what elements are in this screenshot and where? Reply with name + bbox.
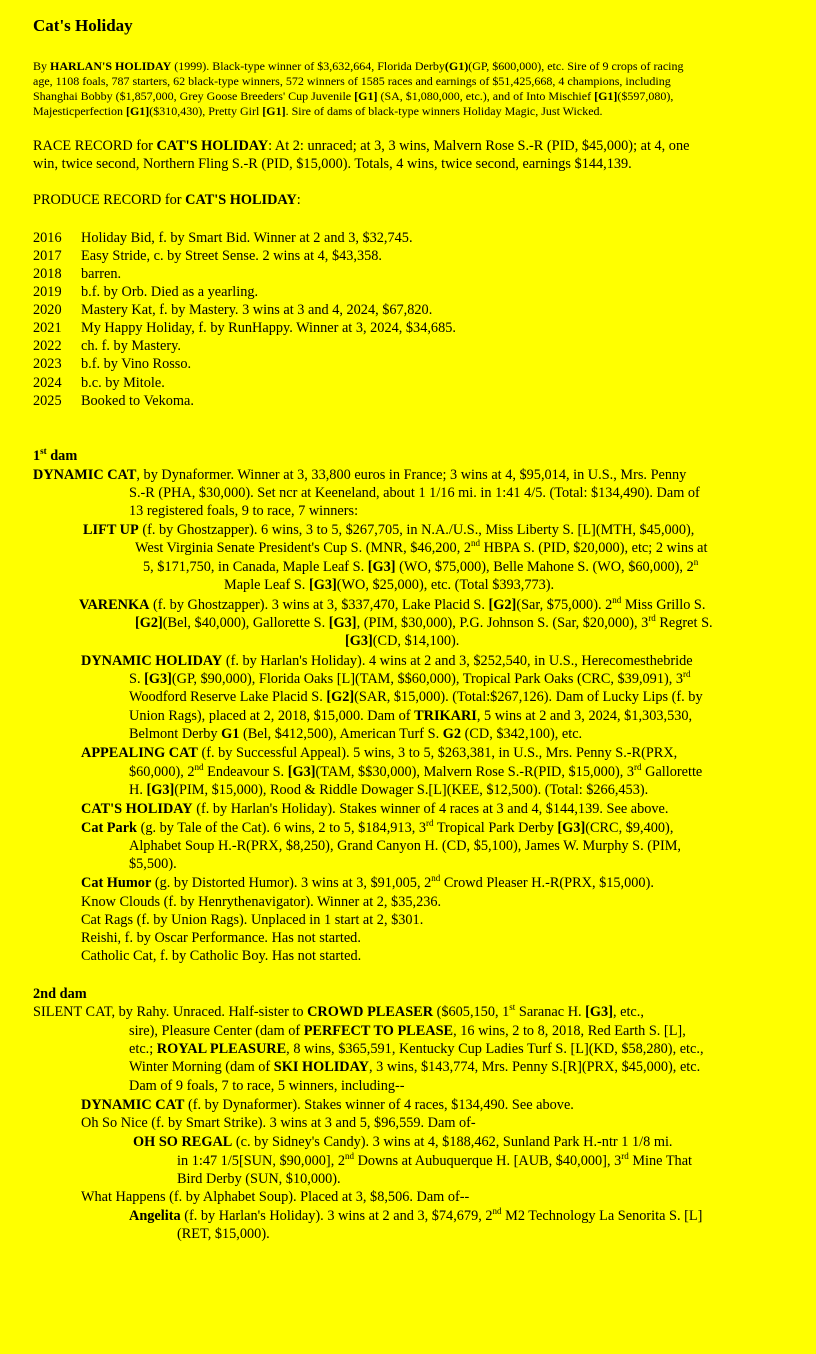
produce-year: 2020: [33, 302, 62, 318]
foal-line: in 1:47 1/5[SUN, $90,000], 2nd Downs at Aubuquerque H. [AUB, $40,000], 3rd Mine That: [177, 1151, 693, 1169]
foal-line: CAT'S HOLIDAY (f. by Harlan's Holiday). Stakes winner of 4 races at 3 and 4, $144,139. See above.: [81, 801, 669, 817]
produce-year: 2018: [33, 266, 62, 282]
foal-line: Oh So Nice (f. by Smart Strike). 3 wins at 3 and 5, $96,559. Dam of-: [81, 1115, 476, 1131]
foal-line: [G2](Bel, $40,000), Gallorette S. [G3], (PIM, $30,000), P.G. Johnson S. (Sar, $20,000), 3rd Regret S.: [135, 613, 713, 631]
foal-line: Alphabet Soup H.-R(PRX, $8,250), Grand Canyon H. (CD, $5,100), James W. Murphy S. (PIM,: [129, 838, 682, 854]
foal-line: 5, $171,750, in Canada, Maple Leaf S. [G3] (WO, $75,000), Belle Mahone S. (WO, $60,000), 2$^n$: [143, 557, 699, 575]
dam-line: DYNAMIC CAT, by Dynaformer. Winner at 3, 33,800 euros in France; 3 wins at 4, $95,014, in U.S., Mrs. Penny: [33, 467, 687, 483]
foal-line: Union Rags), placed at 2, 2018, $15,000. Dam of TRIKARI, 5 wins at 2 and 3, 2024, $1,303,530,: [129, 708, 693, 724]
second-dam-heading: 2nd dam: [33, 986, 87, 1002]
sire-line: By HARLAN'S HOLIDAY (1999). Black-type winner of $3,632,664, Florida Derby(G1)(GP, $600,000), etc. Sire of 9 crops of racing: [33, 59, 684, 73]
foal-line: OH SO REGAL (c. by Sidney's Candy). 3 wins at 4, $188,462, Sunland Park H.-ntr 1 1/8 mi.: [133, 1134, 673, 1150]
produce-entry: b.f. by Vino Rosso.: [81, 356, 192, 372]
produce-entry: b.c. by Mitole.: [81, 375, 165, 391]
foal-line: Know Clouds (f. by Henrythenavigator). Winner at 2, $35,236.: [81, 894, 442, 910]
foal-line: Woodford Reserve Lake Placid S. [G2](SAR, $15,000). (Total:$267,126). Dam of Lucky Lips (f. by: [129, 689, 703, 705]
dam-line: SILENT CAT, by Rahy. Unraced. Half-sister to CROWD PLEASER ($605,150, 1st Saranac H. [G3], etc.,: [33, 1002, 644, 1020]
dam-line: Dam of 9 foals, 7 to race, 5 winners, including--: [129, 1078, 405, 1094]
produce-year: 2024: [33, 375, 62, 391]
race-record-line: RACE RECORD for CAT'S HOLIDAY: At 2: unraced; at 3, 3 wins, Malvern Rose S.-R (PID, $45,000); at 4, one: [33, 138, 690, 154]
foal-line: Reishi, f. by Oscar Performance. Has not started.: [81, 930, 361, 946]
dam-line: etc.; ROYAL PLEASURE, 8 wins, $365,591, Kentucky Cup Ladies Turf S. [L](KD, $58,280), etc.,: [129, 1041, 704, 1057]
race-record-line: win, twice second, Northern Fling S.-R (PID, $15,000). Totals, 4 wins, twice second, earnings $144,139.: [33, 156, 632, 172]
produce-record-heading: PRODUCE RECORD for CAT'S HOLIDAY:: [33, 192, 301, 208]
sire-line: age, 1108 foals, 787 starters, 62 black-type winners, 572 winners of 1585 races and earnings of $51,425,668, 4 champions, including: [33, 74, 671, 88]
produce-entry: My Happy Holiday, f. by RunHappy. Winner at 3, 2024, $34,685.: [81, 320, 456, 336]
foal-line: Cat Park (g. by Tale of the Cat). 6 wins, 2 to 5, $184,913, 3rd Tropical Park Derby [G3](CRC, $9,400),: [81, 818, 674, 836]
foal-line: Cat Humor (g. by Distorted Humor). 3 wins at 3, $91,005, 2nd Crowd Pleaser H.-R(PRX, $15,000).: [81, 873, 654, 891]
dam-line: Winter Morning (dam of SKI HOLIDAY, 3 wins, $143,774, Mrs. Penny S.[R](PRX, $45,000), etc.: [129, 1059, 701, 1075]
produce-entry: Booked to Vekoma.: [81, 393, 194, 409]
produce-entry: Holiday Bid, f. by Smart Bid. Winner at 2 and 3, $32,745.: [81, 230, 413, 246]
produce-year: 2019: [33, 284, 62, 300]
foal-line: DYNAMIC CAT (f. by Dynaformer). Stakes winner of 4 races, $134,490. See above.: [81, 1097, 574, 1113]
produce-year: 2021: [33, 320, 62, 336]
foal-line: (RET, $15,000).: [177, 1226, 270, 1242]
foal-line: Belmont Derby G1 (Bel, $412,500), American Turf S. G2 (CD, $342,100), etc.: [129, 726, 583, 742]
first-dam-heading: 1st dam: [33, 446, 78, 464]
foal-line: Catholic Cat, f. by Catholic Boy. Has not started.: [81, 948, 362, 964]
produce-year: 2023: [33, 356, 62, 372]
foal-line: DYNAMIC HOLIDAY (f. by Harlan's Holiday). 4 wins at 2 and 3, $252,540, in U.S., Herecomesthebride: [81, 653, 693, 669]
produce-entry: Easy Stride, c. by Street Sense. 2 wins at 4, $43,358.: [81, 248, 382, 264]
page-title: Cat's Holiday: [33, 16, 133, 35]
foal-line: APPEALING CAT (f. by Successful Appeal). 5 wins, 3 to 5, $263,381, in U.S., Mrs. Penny S.-R(PRX,: [81, 745, 678, 761]
foal-line: H. [G3](PIM, $15,000), Rood & Riddle Dowager S.[L](KEE, $12,500). (Total: $266,453).: [129, 782, 649, 798]
produce-year: 2016: [33, 230, 62, 246]
foal-line: Bird Derby (SUN, $10,000).: [177, 1171, 341, 1187]
dam-line: S.-R (PHA, $30,000). Set ncr at Keeneland, about 1 1/16 mi. in 1:41 4/5. (Total: $134,490). Dam of: [129, 485, 700, 501]
produce-year: 2025: [33, 393, 62, 409]
sire-line: Majesticperfection [G1]($310,430), Pretty Girl [G1]. Sire of dams of black-type winners Holiday Magic, Just Wicked.: [33, 104, 603, 118]
produce-year: 2022: [33, 338, 62, 354]
foal-line: LIFT UP (f. by Ghostzapper). 6 wins, 3 to 5, $267,705, in N.A./U.S., Miss Liberty S. [L](MTH, $45,000),: [83, 522, 695, 538]
produce-entry: Mastery Kat, f. by Mastery. 3 wins at 3 and 4, 2024, $67,820.: [81, 302, 433, 318]
dam-line: sire), Pleasure Center (dam of PERFECT TO PLEASE, 16 wins, 2 to 8, 2018, Red Earth S. [L],: [129, 1023, 686, 1039]
foal-line: West Virginia Senate President's Cup S. (MNR, $46,200, 2nd HBPA S. (PID, $20,000), etc; 2 wins at: [135, 538, 708, 556]
foal-line: VARENKA (f. by Ghostzapper). 3 wins at 3, $337,470, Lake Placid S. [G2](Sar, $75,000). 2nd Miss Grillo S.: [79, 595, 706, 613]
foal-line: What Happens (f. by Alphabet Soup). Placed at 3, $8,506. Dam of--: [81, 1189, 470, 1205]
foal-line: Maple Leaf S. [G3](WO, $25,000), etc. (Total $393,773).: [224, 577, 555, 593]
produce-entry: ch. f. by Mastery.: [81, 338, 181, 354]
foal-line: $60,000), 2nd Endeavour S. [G3](TAM, $$30,000), Malvern Rose S.-R(PID, $15,000), 3rd Gallorette: [129, 762, 703, 780]
foal-line: Cat Rags (f. by Union Rags). Unplaced in 1 start at 2, $301.: [81, 912, 424, 928]
sire-line: Shanghai Bobby ($1,857,000, Grey Goose Breeders' Cup Juvenile [G1] (SA, $1,080,000, etc.), and of Into Mischief [G1]($597,080),: [33, 89, 674, 103]
foal-line: S. [G3](GP, $90,000), Florida Oaks [L](TAM, $$60,000), Tropical Park Oaks (CRC, $39,091), 3rd: [129, 669, 691, 687]
produce-entry: b.f. by Orb. Died as a yearling.: [81, 284, 259, 300]
dam-line: 13 registered foals, 9 to race, 7 winners:: [129, 503, 359, 519]
produce-entry: barren.: [81, 266, 122, 282]
foal-line: Angelita (f. by Harlan's Holiday). 3 wins at 2 and 3, $74,679, 2nd M2 Technology La Senorita S. [L]: [129, 1206, 703, 1224]
foal-line: $5,500).: [129, 856, 177, 872]
produce-year: 2017: [33, 248, 62, 264]
foal-line: [G3](CD, $14,100).: [345, 633, 460, 649]
